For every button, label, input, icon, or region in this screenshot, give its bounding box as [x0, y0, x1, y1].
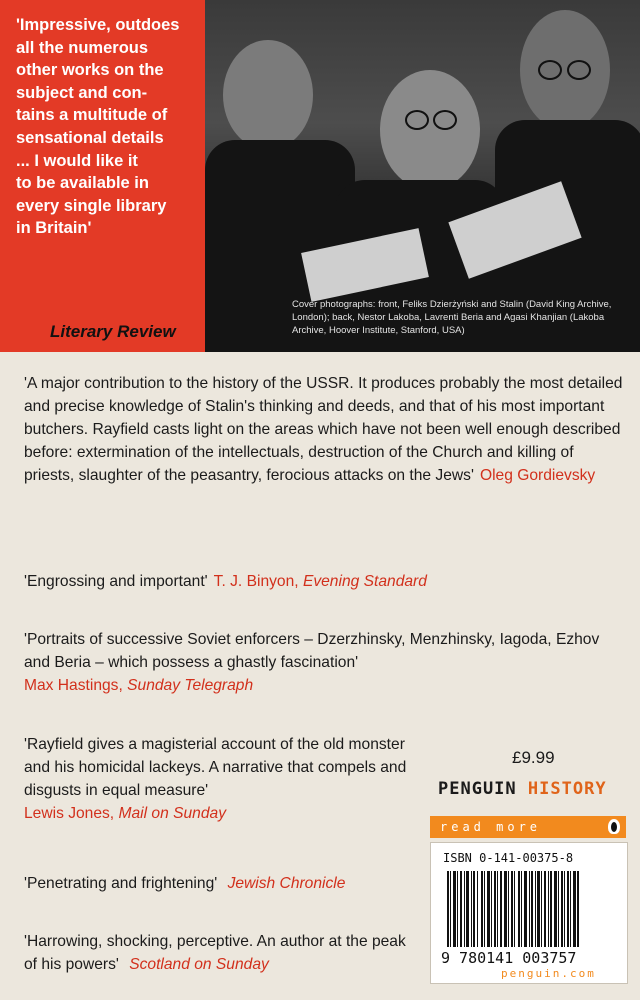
red-quote-line: other works on the — [16, 61, 164, 80]
red-quote-panel — [0, 0, 205, 352]
quote-text: 'Portraits of successive Soviet enforcers – Dzerzhinsky, Menzhinsky, Iagoda, Ezhov and Beria – which possess a ghastly fascination' — [24, 631, 600, 671]
quote-publication: Evening Standard — [302, 573, 427, 590]
red-quote-line: every single library — [16, 196, 167, 215]
glasses-icon — [405, 110, 429, 130]
cover-photo — [205, 0, 640, 352]
quote-publication: Jewish Chronicle — [227, 875, 346, 892]
website: penguin.com — [501, 967, 596, 980]
photo-figure-head — [380, 70, 480, 190]
barcode-box — [430, 842, 628, 984]
publisher-imprint — [438, 779, 607, 799]
barcode-icon — [447, 871, 579, 947]
quote-text: 'Penetrating and frightening' — [24, 875, 218, 892]
quote-5 — [24, 872, 414, 895]
price: £9.99 — [512, 748, 555, 767]
read-more-bar — [430, 816, 626, 838]
red-quote-line: subject and con- — [16, 83, 148, 102]
quote-publication: Scotland on Sunday — [129, 956, 269, 973]
red-quote-line: all the numerous — [16, 38, 149, 57]
quote-1 — [24, 372, 624, 487]
glasses-icon — [433, 110, 457, 130]
isbn: ISBN 0-141-00375-8 — [443, 851, 574, 865]
photo-figure-head — [223, 40, 313, 150]
quote-source: Lewis Jones, — [24, 805, 115, 822]
imprint-section: HISTORY — [527, 779, 607, 799]
photo-caption: Cover photographs: front, Feliks Dzierżyński and Stalin (David King Archive, London); back, Nestor Lakoba, Lavrenti Beria and Agasi Khanjian (Lakoba Archive, Hoover Institute, Stanford, USA) — [292, 299, 612, 336]
glasses-icon — [538, 60, 562, 80]
red-quote-line: tains a multitude of — [16, 106, 168, 125]
quote-source: Max Hastings, — [24, 677, 123, 694]
quote-4 — [24, 733, 410, 825]
red-quote-source: Literary Review — [50, 322, 176, 341]
quote-publication: Sunday Telegraph — [127, 677, 254, 694]
quote-text: 'Engrossing and important' — [24, 573, 208, 590]
read-more-text: read more — [440, 820, 542, 834]
red-quote-line: in Britain' — [16, 219, 92, 238]
quote-text: 'Harrowing, shocking, perceptive. An author at the peak of his powers' — [24, 933, 406, 973]
red-quote-line: to be available in — [16, 174, 149, 193]
quote-3 — [24, 628, 624, 697]
glasses-icon — [567, 60, 591, 80]
quote-text: 'A major contribution to the history of the USSR. It produces probably the most detailed and precise knowledge of Stalin's thinking and deeds, and that of his most important butchers. Rayfield casts light on the areas which have not been well enough described before: extermination of the intellectuals, destruction of the Church and killing of priests, slaughter of the peasantry, ferocious attacks on the Jews' — [24, 375, 623, 484]
red-quote-line: sensational details — [16, 128, 164, 147]
quote-publication: Mail on Sunday — [118, 805, 226, 822]
red-quote-text — [16, 14, 196, 240]
cover-top — [0, 0, 640, 352]
photo-figure-head — [520, 10, 610, 130]
red-quote-line: ... I would like it — [16, 151, 138, 170]
quote-text: 'Rayfield gives a magisterial account of the old monster and his homicidal lackeys. A narrative that compels and disgusts in equal measure' — [24, 736, 407, 799]
red-quote-line: 'Impressive, outdoes — [16, 16, 180, 34]
penguin-icon — [608, 819, 620, 834]
quote-source: Oleg Gordievsky — [479, 467, 596, 484]
quote-6 — [24, 930, 414, 976]
quote-source: T. J. Binyon, — [213, 573, 299, 590]
quote-2 — [24, 570, 624, 593]
barcode-number: 9 780141 003757 — [441, 949, 577, 967]
publisher-name: PENGUIN — [438, 779, 517, 799]
